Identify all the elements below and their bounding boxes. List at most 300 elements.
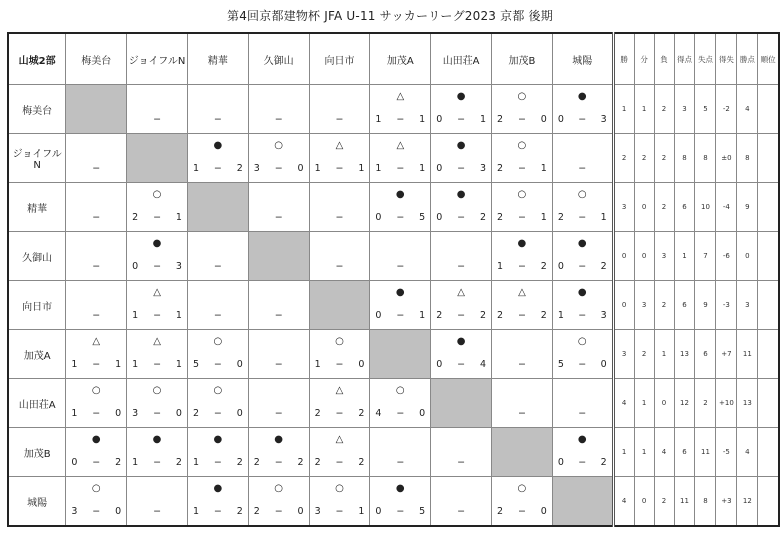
score-dash: − <box>153 408 162 419</box>
score-dash: − <box>396 114 405 125</box>
page-title: 第4回京都建物杯 JFA U-11 サッカーリーグ2023 京都 後期 <box>227 9 553 23</box>
score-dash: − <box>517 408 526 419</box>
score-away: 2 <box>479 310 487 321</box>
stat-cell: +10 <box>716 379 737 428</box>
score-dash: − <box>457 261 466 272</box>
stat-cell: 1 <box>613 85 634 134</box>
score-home: 3 <box>71 506 78 517</box>
score-away: 5 <box>419 212 426 223</box>
stat-cell: 8 <box>674 134 695 183</box>
score-away: 1 <box>358 163 365 174</box>
stat-cell: 5 <box>695 85 716 134</box>
result-mark: ● <box>213 483 223 494</box>
score <box>310 163 370 175</box>
score-away: 0 <box>115 408 122 419</box>
score <box>188 506 248 518</box>
score-dash: − <box>92 212 101 223</box>
match-cell <box>127 281 188 330</box>
match-cell <box>187 379 248 428</box>
score-home: 2 <box>497 114 504 125</box>
score-dash: − <box>335 163 344 174</box>
score <box>553 457 612 469</box>
score-dash: − <box>578 408 587 419</box>
stat-cell: 8 <box>695 134 716 183</box>
stat-cell: 6 <box>674 281 695 330</box>
score-dash: − <box>274 212 283 223</box>
score <box>553 310 612 322</box>
score <box>310 408 370 420</box>
score-dash: − <box>274 163 283 174</box>
score <box>127 310 187 322</box>
score <box>492 506 552 518</box>
column-header-team: 山田荘A <box>431 33 492 85</box>
score-home: 0 <box>557 457 564 468</box>
stat-cell: +7 <box>716 330 737 379</box>
score <box>249 114 309 126</box>
score <box>127 408 187 420</box>
result-mark: △ <box>335 434 344 445</box>
table-row <box>8 477 779 527</box>
result-mark: ● <box>456 140 466 151</box>
score-away: 0 <box>297 506 304 517</box>
score-dash: − <box>213 310 222 321</box>
result-mark: ○ <box>517 140 527 151</box>
table-row <box>8 232 779 281</box>
score-home: 1 <box>132 310 139 321</box>
stat-cell: -2 <box>716 85 737 134</box>
score-away: 2 <box>540 261 547 272</box>
match-cell <box>309 232 370 281</box>
score-dash: − <box>578 163 587 174</box>
score-away: 1 <box>419 163 426 174</box>
score-away: 2 <box>236 163 243 174</box>
stat-cell: 1 <box>654 330 674 379</box>
match-cell <box>309 183 370 232</box>
score-home: 2 <box>497 310 504 321</box>
score-dash: − <box>213 359 222 370</box>
match-cell <box>66 428 127 477</box>
result-mark: ○ <box>577 336 587 347</box>
result-mark: △ <box>92 336 101 347</box>
stat-header: 得失 <box>716 33 737 85</box>
result-mark: ○ <box>335 336 344 347</box>
corner-label: 山城2部 <box>8 33 66 85</box>
stat-header: 負 <box>654 33 674 85</box>
score <box>553 408 612 420</box>
match-cell <box>370 134 431 183</box>
score-home: 3 <box>132 408 139 419</box>
score-dash: − <box>457 457 466 468</box>
score-dash: − <box>517 114 526 125</box>
score-away: 0 <box>175 408 182 419</box>
score-dash: − <box>92 457 101 468</box>
score-home: 3 <box>253 163 260 174</box>
result-mark: △ <box>396 91 405 102</box>
score-dash: − <box>517 163 526 174</box>
diagonal-cell <box>127 134 188 183</box>
stat-cell: 4 <box>737 428 758 477</box>
result-mark: △ <box>396 140 405 151</box>
result-mark: ○ <box>152 385 162 396</box>
result-mark: ○ <box>335 483 344 494</box>
score-home: 2 <box>557 212 564 223</box>
match-cell <box>187 281 248 330</box>
score <box>188 457 248 469</box>
match-cell <box>127 232 188 281</box>
match-cell <box>127 183 188 232</box>
score-dash: − <box>274 506 283 517</box>
match-cell <box>187 428 248 477</box>
result-mark: ● <box>577 287 587 298</box>
score-home: 1 <box>314 359 321 370</box>
score-home: 4 <box>375 408 382 419</box>
match-cell <box>309 330 370 379</box>
score <box>127 506 187 518</box>
score-dash: − <box>335 261 344 272</box>
score-away: 0 <box>236 408 243 419</box>
score <box>553 114 612 126</box>
score-home: 1 <box>71 408 78 419</box>
match-cell <box>66 477 127 527</box>
score-away: 0 <box>600 359 607 370</box>
score-dash: − <box>92 408 101 419</box>
score <box>370 163 430 175</box>
stat-header: 得点 <box>674 33 695 85</box>
score-away: 0 <box>358 359 365 370</box>
result-mark: ● <box>577 434 587 445</box>
score <box>553 163 612 175</box>
score-home: 0 <box>375 310 382 321</box>
stat-cell: 12 <box>737 477 758 527</box>
result-mark: ○ <box>517 483 527 494</box>
stat-cell: -4 <box>716 183 737 232</box>
score-dash: − <box>213 114 222 125</box>
match-cell <box>66 379 127 428</box>
score-dash: − <box>578 359 587 370</box>
score-away: 1 <box>419 310 426 321</box>
stat-header: 失点 <box>695 33 716 85</box>
result-mark: ● <box>456 91 466 102</box>
stat-cell: 2 <box>654 85 674 134</box>
result-mark: ● <box>213 434 223 445</box>
score-home: 1 <box>557 310 564 321</box>
match-cell <box>187 330 248 379</box>
score-dash: − <box>396 310 405 321</box>
match-cell <box>492 281 553 330</box>
match-cell <box>248 477 309 527</box>
score-dash: − <box>92 261 101 272</box>
score <box>310 114 370 126</box>
score-home: 1 <box>375 163 382 174</box>
score <box>492 212 552 224</box>
row-header-team: 向日市 <box>8 281 66 330</box>
result-mark: △ <box>335 140 344 151</box>
stat-cell: 3 <box>634 281 654 330</box>
stat-cell <box>758 134 779 183</box>
score <box>492 359 552 371</box>
column-header-team: 久御山 <box>248 33 309 85</box>
score <box>66 457 126 469</box>
result-mark: ○ <box>213 385 223 396</box>
score-home: 2 <box>253 457 260 468</box>
score-dash: − <box>517 261 526 272</box>
diagonal-cell <box>187 183 248 232</box>
score-dash: − <box>92 310 101 321</box>
table-row <box>8 330 779 379</box>
match-cell <box>309 379 370 428</box>
score-away: 2 <box>115 457 122 468</box>
score-away: 5 <box>419 506 426 517</box>
score-home: 0 <box>436 163 443 174</box>
score-dash: − <box>153 114 162 125</box>
score-away: 2 <box>175 457 182 468</box>
result-mark: △ <box>335 385 344 396</box>
result-mark: ○ <box>577 189 587 200</box>
stat-cell: 3 <box>654 232 674 281</box>
score <box>310 359 370 371</box>
score <box>553 212 612 224</box>
score <box>66 310 126 322</box>
score <box>492 408 552 420</box>
score-home: 0 <box>436 212 443 223</box>
match-cell <box>552 379 613 428</box>
score-home: 0 <box>132 261 139 272</box>
score-dash: − <box>274 457 283 468</box>
score-home: 2 <box>132 212 139 223</box>
score-dash: − <box>335 506 344 517</box>
result-mark: ● <box>274 434 284 445</box>
stat-cell <box>758 281 779 330</box>
stat-cell: 13 <box>674 330 695 379</box>
score-home: 0 <box>436 114 443 125</box>
match-cell <box>370 232 431 281</box>
stat-cell: +3 <box>716 477 737 527</box>
score-dash: − <box>153 212 162 223</box>
score <box>249 310 309 322</box>
stat-cell <box>758 428 779 477</box>
score <box>310 212 370 224</box>
score-dash: − <box>335 408 344 419</box>
score-away: 2 <box>236 506 243 517</box>
score <box>66 506 126 518</box>
score-home: 0 <box>557 114 564 125</box>
score-away: 1 <box>540 163 547 174</box>
match-cell <box>431 85 492 134</box>
score-home: 2 <box>314 457 321 468</box>
result-mark: ○ <box>517 91 527 102</box>
match-cell <box>492 330 553 379</box>
diagonal-cell <box>370 330 431 379</box>
league-table <box>7 32 780 527</box>
score-dash: − <box>396 261 405 272</box>
match-cell <box>431 183 492 232</box>
result-mark: ○ <box>91 385 101 396</box>
match-cell <box>492 183 553 232</box>
score-away: 1 <box>175 310 182 321</box>
score-dash: − <box>213 457 222 468</box>
score-dash: − <box>517 506 526 517</box>
column-header-team: ジョイフルN <box>127 33 188 85</box>
score-dash: − <box>578 310 587 321</box>
score <box>66 359 126 371</box>
stat-cell: 3 <box>674 85 695 134</box>
column-header-team: 精華 <box>187 33 248 85</box>
match-cell <box>431 232 492 281</box>
score-away: 0 <box>236 359 243 370</box>
stat-cell: 1 <box>634 85 654 134</box>
stat-cell: 0 <box>654 379 674 428</box>
score <box>370 261 430 273</box>
stat-cell: 9 <box>695 281 716 330</box>
score-away: 1 <box>479 114 487 125</box>
match-cell <box>552 85 613 134</box>
score-away: 0 <box>115 506 122 517</box>
score-home: 0 <box>436 359 443 370</box>
score-home: 2 <box>192 408 199 419</box>
match-cell <box>370 281 431 330</box>
score <box>249 359 309 371</box>
match-cell <box>492 85 553 134</box>
result-mark: △ <box>153 287 161 298</box>
stat-cell <box>758 85 779 134</box>
match-cell <box>127 330 188 379</box>
stat-cell: 2 <box>654 134 674 183</box>
result-mark: △ <box>153 336 161 347</box>
score-home: 0 <box>557 261 564 272</box>
table-row <box>8 379 779 428</box>
score-dash: − <box>153 457 162 468</box>
result-mark: ● <box>456 189 466 200</box>
result-mark: ○ <box>213 336 223 347</box>
score <box>127 457 187 469</box>
score-dash: − <box>153 261 162 272</box>
match-cell <box>431 330 492 379</box>
column-header-team: 加茂A <box>370 33 431 85</box>
score-dash: − <box>396 163 405 174</box>
diagonal-cell <box>431 379 492 428</box>
score-dash: − <box>92 359 101 370</box>
match-cell <box>187 232 248 281</box>
score-dash: − <box>213 408 222 419</box>
score-dash: − <box>457 114 466 125</box>
result-mark: △ <box>457 287 465 298</box>
column-header-team: 梅美台 <box>66 33 127 85</box>
match-cell <box>127 428 188 477</box>
score-home: 1 <box>132 457 139 468</box>
score <box>249 457 309 469</box>
stat-cell: 4 <box>654 428 674 477</box>
stat-cell: 6 <box>695 330 716 379</box>
result-mark: ○ <box>274 140 284 151</box>
row-header-team: 梅美台 <box>8 85 66 134</box>
stat-cell: ±0 <box>716 134 737 183</box>
score-dash: − <box>517 212 526 223</box>
stat-cell: 8 <box>695 477 716 527</box>
table-row <box>8 183 779 232</box>
score-home: 0 <box>375 212 382 223</box>
match-cell <box>492 379 553 428</box>
match-cell <box>66 330 127 379</box>
score-away: 2 <box>297 457 304 468</box>
score <box>188 310 248 322</box>
score-dash: − <box>153 359 162 370</box>
match-cell <box>370 477 431 527</box>
stat-cell: 4 <box>613 477 634 527</box>
score-home: 2 <box>436 310 443 321</box>
score-away: 2 <box>479 212 487 223</box>
row-header-team: 加茂A <box>8 330 66 379</box>
table-row <box>8 428 779 477</box>
score-dash: − <box>517 310 526 321</box>
score-dash: − <box>578 457 587 468</box>
match-cell <box>370 85 431 134</box>
diagonal-cell <box>66 85 127 134</box>
match-cell <box>370 379 431 428</box>
score-dash: − <box>578 261 587 272</box>
result-mark: ● <box>395 483 405 494</box>
stat-cell: 2 <box>695 379 716 428</box>
score <box>370 457 430 469</box>
stat-cell: 3 <box>737 281 758 330</box>
stat-cell <box>758 379 779 428</box>
stat-cell: 3 <box>613 330 634 379</box>
stat-cell: -5 <box>716 428 737 477</box>
score-away: 3 <box>600 114 607 125</box>
score <box>492 114 552 126</box>
score <box>492 310 552 322</box>
score <box>431 212 491 224</box>
column-header-team: 加茂B <box>492 33 553 85</box>
score <box>492 261 552 273</box>
score <box>188 261 248 273</box>
result-mark: ● <box>517 238 527 249</box>
score <box>370 506 430 518</box>
match-cell <box>187 134 248 183</box>
stat-cell: 12 <box>674 379 695 428</box>
result-mark: ● <box>577 238 587 249</box>
row-header-team: 城陽 <box>8 477 66 527</box>
score <box>431 359 491 371</box>
stat-cell: 0 <box>634 183 654 232</box>
diagonal-cell <box>552 477 613 527</box>
score-dash: − <box>274 359 283 370</box>
score-dash: − <box>92 163 101 174</box>
stat-cell: 1 <box>634 428 654 477</box>
stat-cell: 0 <box>613 281 634 330</box>
score-away: 1 <box>540 212 547 223</box>
stat-cell: 1 <box>634 379 654 428</box>
match-cell <box>492 134 553 183</box>
score-away: 3 <box>175 261 182 272</box>
score <box>553 359 612 371</box>
match-cell <box>66 281 127 330</box>
score <box>310 457 370 469</box>
score-away: 4 <box>479 359 487 370</box>
match-cell <box>248 183 309 232</box>
score <box>310 506 370 518</box>
score-dash: − <box>335 359 344 370</box>
score-dash: − <box>213 506 222 517</box>
match-cell <box>187 477 248 527</box>
score-home: 0 <box>375 506 382 517</box>
stat-cell: -6 <box>716 232 737 281</box>
match-cell <box>127 379 188 428</box>
stat-header: 勝 <box>613 33 634 85</box>
score <box>431 163 491 175</box>
match-cell <box>552 134 613 183</box>
score-away: 1 <box>600 212 607 223</box>
score-dash: − <box>213 163 222 174</box>
